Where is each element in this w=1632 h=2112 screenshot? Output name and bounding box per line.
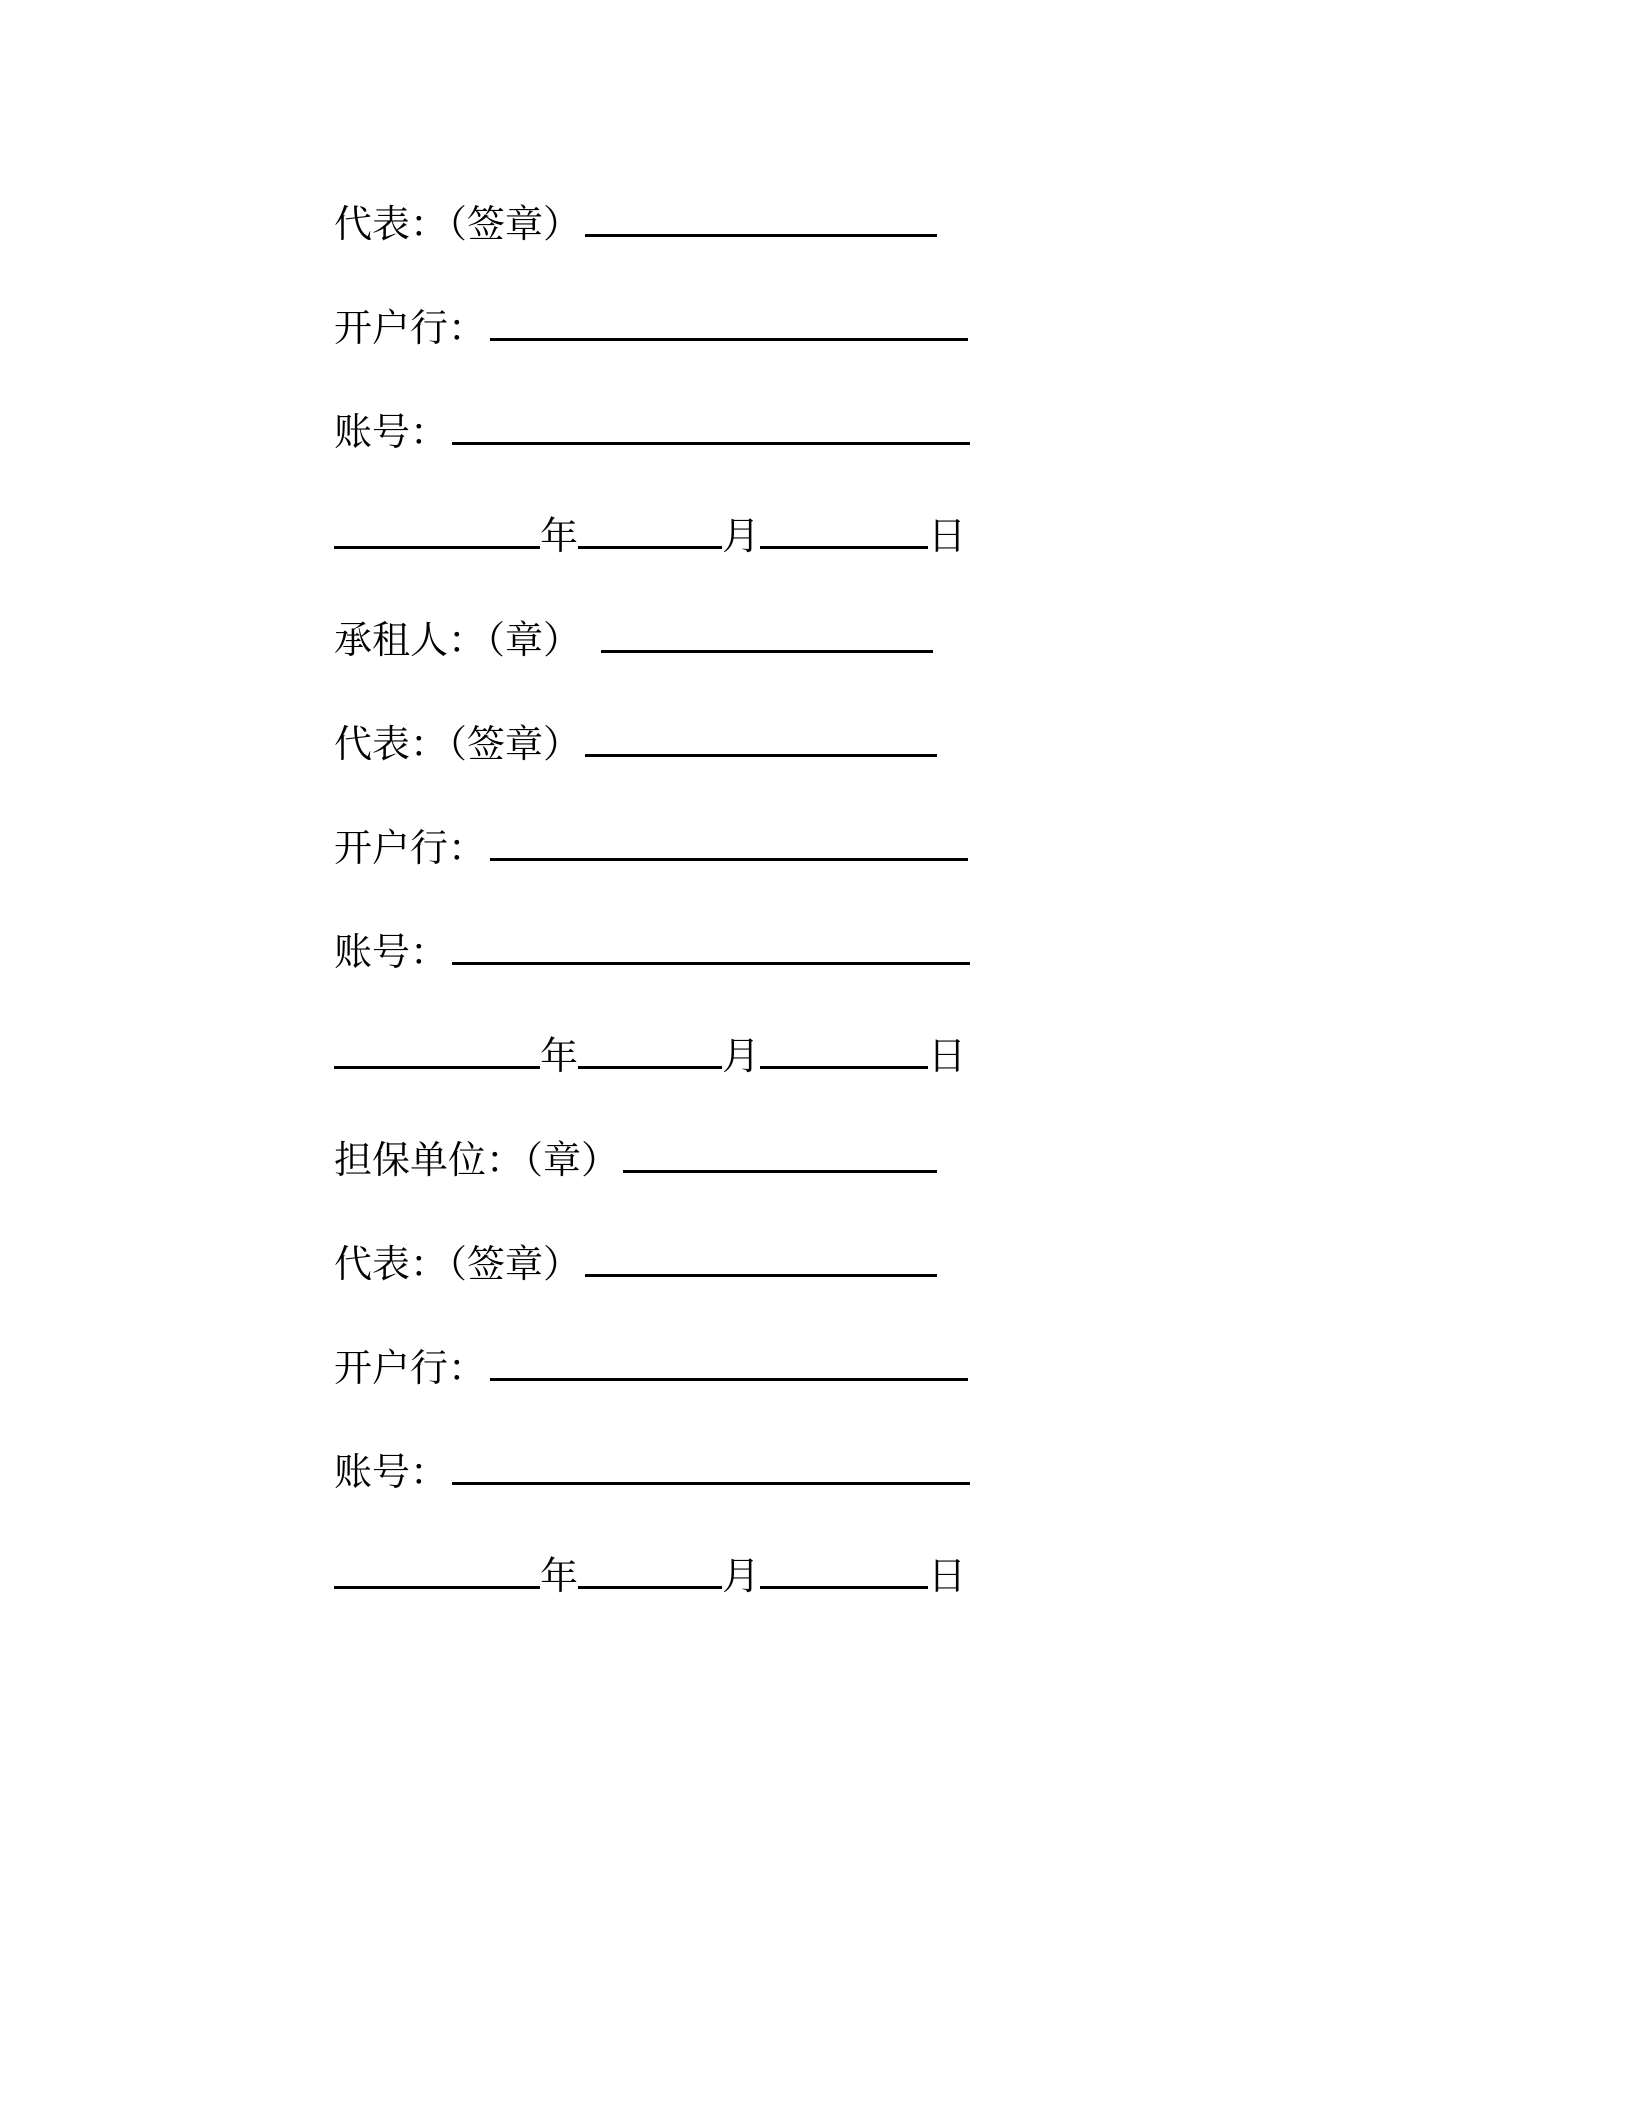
lessee-label: 承租人：（章） xyxy=(334,618,582,662)
guarantor-line xyxy=(334,1120,1094,1224)
month-label: 月 xyxy=(722,1034,761,1078)
guarantor-blank xyxy=(623,1120,937,1173)
bank-line xyxy=(334,808,1094,912)
month-blank xyxy=(578,1536,722,1589)
bank-label: 开户行： xyxy=(334,826,487,870)
representative-label: 代表：（签章） xyxy=(334,202,582,246)
date-line xyxy=(334,496,1094,600)
year-label: 年 xyxy=(540,1034,579,1078)
guarantor-label: 担保单位：（章） xyxy=(334,1138,620,1182)
account-line xyxy=(334,912,1094,1016)
representative-line xyxy=(334,1224,1094,1328)
account-label: 账号： xyxy=(334,930,449,974)
bank-blank xyxy=(490,808,968,861)
account-blank xyxy=(452,1432,970,1485)
bank-blank xyxy=(490,1328,968,1381)
year-label: 年 xyxy=(540,1554,579,1598)
representative-label: 代表：（签章） xyxy=(334,722,582,766)
date-line xyxy=(334,1016,1094,1120)
day-blank xyxy=(760,1536,928,1589)
account-blank xyxy=(452,912,970,965)
representative-line xyxy=(334,704,1094,808)
lessee-blank xyxy=(601,600,933,653)
month-label: 月 xyxy=(722,1554,761,1598)
day-label: 日 xyxy=(928,514,967,558)
year-blank xyxy=(334,1016,540,1069)
signature-block xyxy=(334,184,1094,1640)
month-blank xyxy=(578,1016,722,1069)
representative-blank xyxy=(585,1224,937,1277)
year-label: 年 xyxy=(540,514,579,558)
bank-line xyxy=(334,288,1094,392)
day-blank xyxy=(760,496,928,549)
bank-line xyxy=(334,1328,1094,1432)
day-blank xyxy=(760,1016,928,1069)
year-blank xyxy=(334,496,540,549)
month-label: 月 xyxy=(722,514,761,558)
date-line xyxy=(334,1536,1094,1640)
account-line xyxy=(334,392,1094,496)
year-blank xyxy=(334,1536,540,1589)
bank-label: 开户行： xyxy=(334,1346,487,1390)
representative-blank xyxy=(585,184,937,237)
day-label: 日 xyxy=(928,1034,967,1078)
lessee-line xyxy=(334,600,1094,704)
month-blank xyxy=(578,496,722,549)
account-line xyxy=(334,1432,1094,1536)
bank-blank xyxy=(490,288,968,341)
representative-blank xyxy=(585,704,937,757)
account-label: 账号： xyxy=(334,1450,449,1494)
day-label: 日 xyxy=(928,1554,967,1598)
representative-label: 代表：（签章） xyxy=(334,1242,582,1286)
account-blank xyxy=(452,392,970,445)
representative-line xyxy=(334,184,1094,288)
bank-label: 开户行： xyxy=(334,306,487,350)
account-label: 账号： xyxy=(334,410,449,454)
